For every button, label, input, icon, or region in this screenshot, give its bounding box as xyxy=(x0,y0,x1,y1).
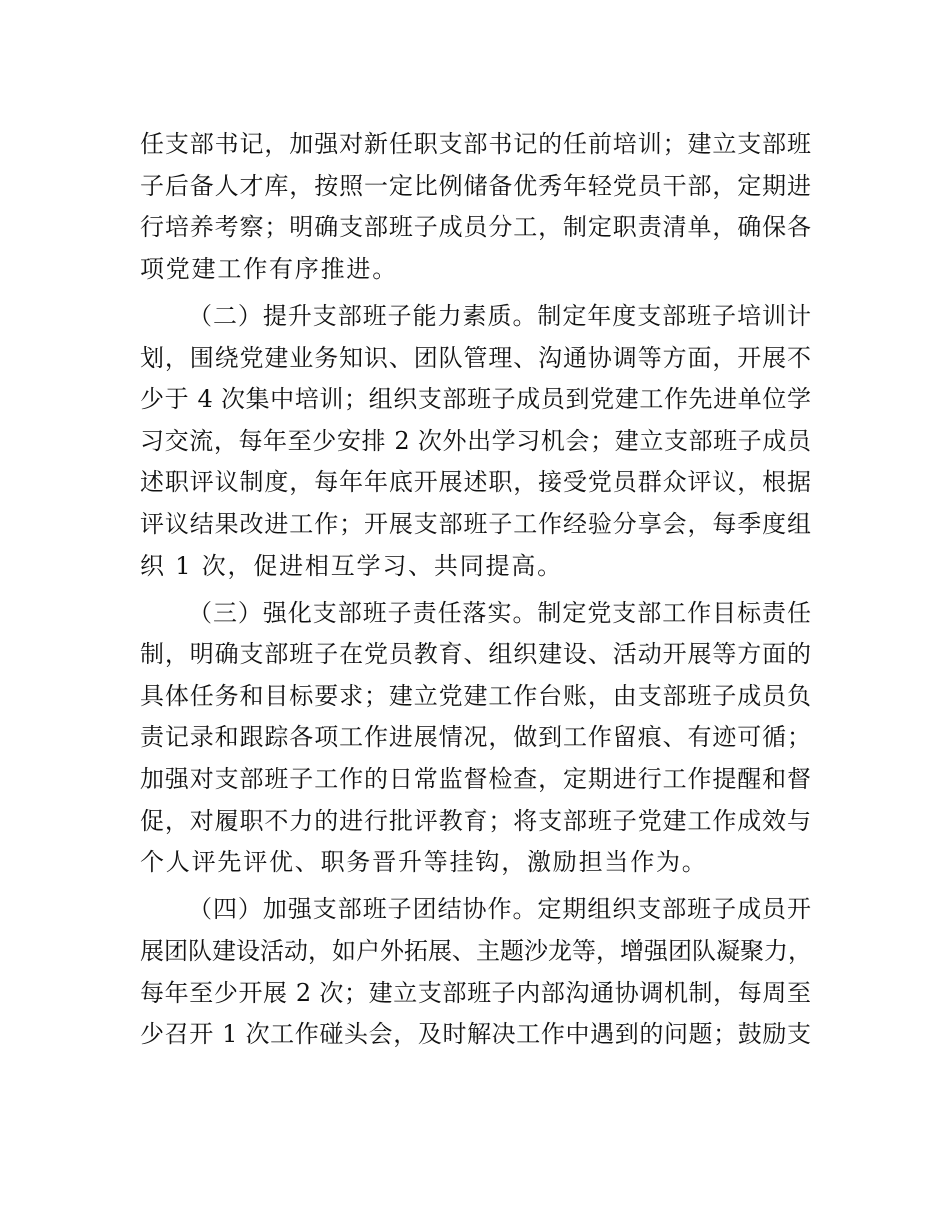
paragraph-4-line: 少召开 1 次工作碰头会，及时解决工作中遇到的问题；鼓励支 xyxy=(140,1020,811,1048)
paragraph-2-line: 少于 4 次集中培训；组织支部班子成员到党建工作先进单位学 xyxy=(140,385,811,413)
paragraph-3-line: 个人评先评优、职务晋升等挂钩，激励担当作为。 xyxy=(140,848,708,876)
paragraph-2-line: 述职评议制度，每年年底开展述职，接受党员群众评议，根据 xyxy=(140,468,811,496)
paragraph-1-line: 项党建工作有序推进。 xyxy=(140,255,398,283)
paragraph-2-line: （二）提升支部班子能力素质。制定年度支部班子培训计 xyxy=(188,302,811,330)
paragraph-3-line: 加强对支部班子工作的日常监督检查，定期进行工作提醒和督 xyxy=(140,765,811,793)
paragraph-3-line: 促，对履职不力的进行批评教育；将支部班子党建工作成效与 xyxy=(140,807,811,835)
paragraph-2-line: 划，围绕党建业务知识、团队管理、沟通协调等方面，开展不 xyxy=(140,344,811,372)
paragraph-4-line: 每年至少开展 2 次；建立支部班子内部沟通协调机制，每周至 xyxy=(140,979,811,1007)
paragraph-3-line: 责记录和跟踪各项工作进展情况，做到工作留痕、有迹可循； xyxy=(140,723,811,751)
paragraph-2-line: 评议结果改进工作；开展支部班子工作经验分享会，每季度组 xyxy=(140,510,811,538)
paragraph-2-line: 习交流，每年至少安排 2 次外出学习机会；建立支部班子成员 xyxy=(140,427,811,455)
paragraph-1-line: 任支部书记，加强对新任职支部书记的任前培训；建立支部班 xyxy=(140,130,811,158)
paragraph-3-line: 制，明确支部班子在党员教育、组织建设、活动开展等方面的 xyxy=(140,640,811,668)
paragraph-1-line: 子后备人才库，按照一定比例储备优秀年轻党员干部，定期进 xyxy=(140,172,811,200)
paragraph-3-line: 具体任务和目标要求；建立党建工作台账，由支部班子成员负 xyxy=(140,682,811,710)
paragraph-1-line: 行培养考察；明确支部班子成员分工，制定职责清单，确保各 xyxy=(140,213,811,241)
paragraph-4-line: 展团队建设活动，如户外拓展、主题沙龙等，增强团队凝聚力， xyxy=(140,937,812,965)
paragraph-4-line: （四）加强支部班子团结协作。定期组织支部班子成员开 xyxy=(188,895,811,923)
paragraph-2-line: 织 1 次，促进相互学习、共同提高。 xyxy=(140,552,563,580)
paragraph-3-line: （三）强化支部班子责任落实。制定党支部工作目标责任 xyxy=(188,599,811,627)
